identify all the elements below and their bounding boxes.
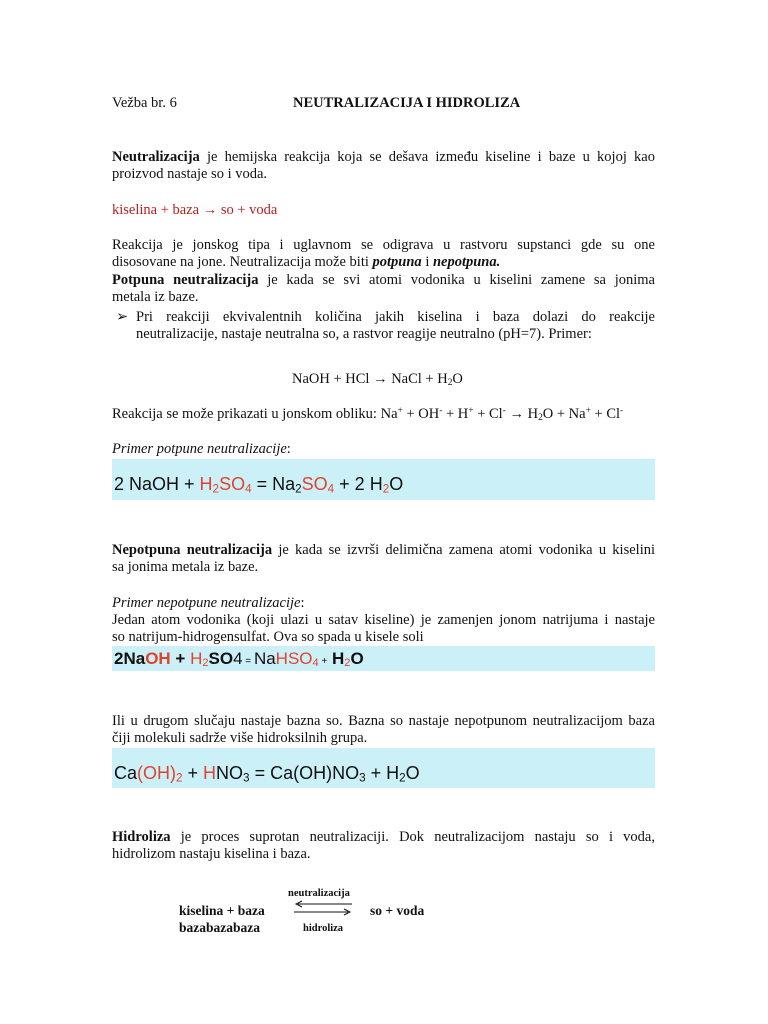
paragraph-partial-neutralization: Nepotpuna neutralizacija je kada se izvrši delimična zamena atomi vodonika u kiselini sa jonima metala iz baze. [112, 542, 655, 575]
bullet-text: Pri reakciji ekvivalentnih količina jakih kiselina i baza dolazi do reakcije neutralizacije, nastaje neutralna so, a rastvor reagije neutralno (pH=7). Primer: [136, 309, 655, 342]
equation-naoh-hcl: NaOH + HCl → NaCl + $H_2O$ [292, 371, 463, 388]
page-title: NEUTRALIZACIJA I HIDROLIZA [293, 95, 521, 111]
equation-caoh2-hno3: $Ca(OH)_2 + HNO_3 = Ca(OH)NO_3 + H_2O$ [114, 763, 420, 785]
equation-naoh-h2so4: 2 NaOH + $H_2SO_4 = Na_2SO_4 + 2$ $H_2O$ [114, 474, 404, 496]
double-arrow-icon [292, 900, 354, 916]
term-neutralization: Neutralizacija [112, 149, 200, 165]
equation-naoh-nahso4: 2NaOH + $H_2SO4$ = NaHSO$_4$ + $H_2O$ [114, 649, 364, 670]
ionic-form: Reakcija se može prikazati u jonskom obliku: $Na^+ + OH^- + H^+ + Cl^- \to H_2O + Na^+ + Cl^-$ [112, 405, 624, 423]
paragraph-basic-salt: Ili u drugom slučaju nastaje bazna so. Bazna so nastaje nepotpunom neutralizacijom baza čiji molekuli sadrže više hidroksilnih grupa. [112, 713, 655, 746]
example-partial: Primer nepotpune neutralizacije: Jedan atom vodonika (koji ulazi u satav kiseline) je zamenjen jonom natrijuma i nastaje so natrijum-hidrogensulfat. Ova so spada u kisele soli [112, 595, 655, 645]
scheme-top-label: neutralizacija [288, 888, 350, 899]
scheme-left: kiselina + baza bazabazabaza [179, 903, 265, 935]
example-complete-caption: Primer potpune neutralizacije: [112, 441, 291, 457]
paragraph-ionic-type: Reakcija je jonskog tipa i uglavnom se odigrava u rastvoru supstanci gde su one disosovane na jone. Neutralizacija može biti potpuna i nepotpuna. [112, 237, 655, 270]
scheme-bottom-label: hidroliza [303, 923, 344, 934]
paragraph-complete-neutralization: Potpuna neutralizacija je kada se svi atomi vodonika u kiselini zamene sa jonima metala iz baze. [112, 272, 655, 305]
bullet-arrow-icon: ➢ [116, 309, 129, 325]
paragraph-hydrolysis: Hidroliza je proces suprotan neutralizaciji. Dok neutralizacijom nastaju so i voda, hidrolizom nastaju kiselina i baza. [112, 829, 655, 862]
paragraph-neutralization: Neutralizacija je hemijska reakcija koja se dešava između kiseline i baze u kojoj kao proizvod nastaje so i voda. [112, 149, 655, 182]
exercise-number: Vežba br. 6 [112, 95, 177, 111]
word-equation: kiselina + baza → so + voda [112, 202, 278, 218]
scheme-right: so + voda [370, 903, 425, 918]
